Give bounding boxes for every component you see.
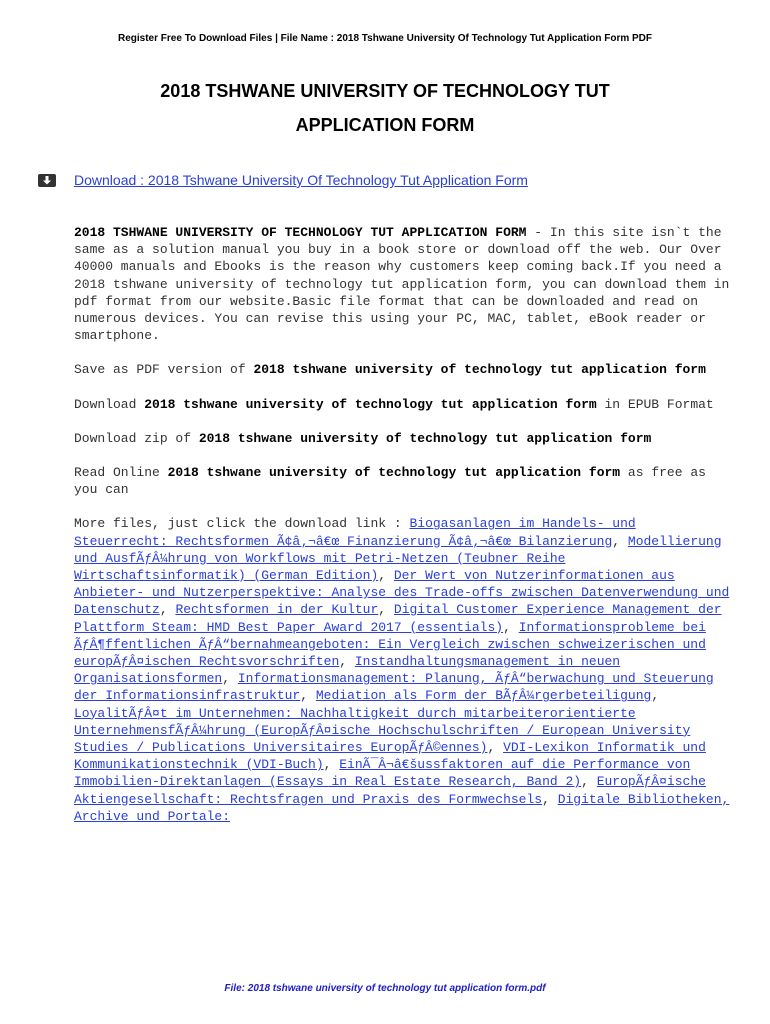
more-file-link[interactable]: EuropÃƒÂ¤ische Aktiengesellschaft: Rechtsfragen und Praxis des Formwechsels bbox=[74, 774, 706, 807]
link-separator: , bbox=[612, 533, 628, 549]
save-pdf-paragraph bbox=[74, 361, 734, 378]
more-file-link[interactable]: LoyalitÃƒÂ¤t im Unternehmen: Nachhaltigkeit durch mitarbeiterorientierte UnternehmensfÃƒÂ¼hrung (EuropÃƒÂ¤ische Hochschulschriften / European University Studies / Publications Universitaires EuropÃƒÂ©ennes) bbox=[74, 705, 691, 756]
more-file-link[interactable]: Der Wert von Nutzerinformationen aus Anbieter- und Nutzerperspektive: Analyse des Trade-offs zwischen Datenverwendung und Datenschutz bbox=[74, 568, 730, 618]
intro-paragraph bbox=[74, 224, 734, 344]
more-file-link[interactable]: VDI-Lexikon Informatik und Kommunikationstechnik (VDI-Buch) bbox=[74, 740, 706, 773]
more-file-link[interactable]: Rechtsformen in der Kultur bbox=[175, 602, 379, 618]
page-header: Register Free To Download Files | File Name : 2018 Tshwane University Of Technology Tut Application Form PDF bbox=[118, 33, 652, 44]
more-files-paragraph bbox=[74, 515, 734, 825]
link-separator: , bbox=[378, 602, 394, 618]
page-title-line-1: 2018 TSHWANE UNIVERSITY OF TECHNOLOGY TUT bbox=[160, 81, 610, 101]
more-file-link[interactable]: Instandhaltungsmanagement in neuen Organisationsformen bbox=[74, 654, 621, 687]
page-title bbox=[40, 74, 730, 142]
epub-prefix: Download bbox=[74, 396, 145, 412]
epub-paragraph bbox=[74, 396, 734, 413]
intro-text: - In this site isn`t the same as a solution manual you buy in a book store or download off the web. Our Over 40000 manuals and Ebooks is the reason why customers keep coming back.If you need a 2018 tshwane university of technology tut application form, you can download them in pdf format from our website.Basic file format that can be downloaded and read on numerous devices. You can revise this using your PC, MAC, tablet, eBook reader or smartphone. bbox=[74, 225, 730, 344]
more-file-link[interactable]: Informationsprobleme bei ÃƒÂ¶ffentlichen ÃƒÂ“bernahmeangeboten: Ein Vergleich zwischen schweizerischen und europÃƒÂ¤ischen Rechtsvorschriften bbox=[74, 619, 706, 670]
zip-prefix: Download zip of bbox=[74, 430, 199, 446]
download-link[interactable]: Download : 2018 Tshwane University Of Technology Tut Application Form bbox=[74, 172, 528, 188]
save-pdf-bold: 2018 tshwane university of technology tut application form bbox=[253, 362, 706, 378]
link-separator: , bbox=[651, 688, 660, 704]
link-separator: , bbox=[487, 740, 504, 756]
more-file-link[interactable]: EinÃ¯Â¬â€šussfaktoren auf die Performance von Immobilien-Direktanlagen (Essays in Real Estate Research, Band 2) bbox=[74, 757, 691, 790]
link-separator: , bbox=[300, 688, 316, 704]
page-footer: File: 2018 tshwane university of technology tut application form.pdf bbox=[224, 983, 546, 994]
more-file-link[interactable]: Mediation als Form der BÃƒÂ¼rgerbeteiligung bbox=[315, 688, 652, 704]
link-separator: , bbox=[323, 757, 340, 773]
more-file-link[interactable]: Modellierung und AusfÃƒÂ¼hrung von Workflows mit Petri-Netzen (Teubner Reihe Wirtschaftsinformatik) (German Edition) bbox=[74, 533, 722, 584]
online-paragraph bbox=[74, 464, 734, 498]
online-suffix: as free as you can bbox=[74, 465, 706, 498]
link-separator: , bbox=[339, 654, 355, 670]
download-row bbox=[38, 171, 738, 191]
download-icon[interactable] bbox=[38, 174, 56, 187]
online-bold: 2018 tshwane university of technology tut application form bbox=[167, 465, 621, 481]
link-separator: , bbox=[503, 619, 519, 635]
save-pdf-prefix: Save as PDF version of bbox=[74, 362, 254, 378]
more-files-prefix: More files, just click the download link : bbox=[74, 516, 410, 532]
link-separator: , bbox=[581, 774, 597, 790]
more-file-link[interactable]: Digitale Bibliotheken, Archive und Portale: bbox=[74, 791, 730, 824]
link-separator: , bbox=[159, 602, 176, 618]
more-file-link[interactable]: Biogasanlagen im Handels- und Steuerrecht: Rechtsformen Ã¢â‚¬â€œ Finanzierung Ã¢â‚¬â€œ Bilanzierung bbox=[74, 516, 636, 549]
more-file-link[interactable]: Informationsmanagement: Planung, ÃƒÂ“berwachung und Steuerung der Informationsinfrastruktur bbox=[74, 671, 714, 704]
page-title-line-2: APPLICATION FORM bbox=[295, 115, 475, 135]
online-prefix: Read Online bbox=[74, 465, 168, 481]
epub-suffix: in EPUB Format bbox=[596, 396, 714, 412]
more-file-link[interactable]: Digital Customer Experience Management der Plattform Steam: HMD Best Paper Award 2017 (essentials) bbox=[74, 602, 722, 635]
intro-bold: 2018 TSHWANE UNIVERSITY OF TECHNOLOGY TUT APPLICATION FORM bbox=[74, 225, 527, 240]
link-separator: , bbox=[542, 791, 558, 807]
link-separator: , bbox=[222, 671, 238, 687]
zip-bold: 2018 tshwane university of technology tut application form bbox=[198, 430, 652, 446]
document-body bbox=[74, 224, 734, 842]
zip-paragraph bbox=[74, 430, 734, 447]
epub-bold: 2018 tshwane university of technology tut application form bbox=[144, 396, 597, 412]
link-separator: , bbox=[378, 568, 394, 584]
